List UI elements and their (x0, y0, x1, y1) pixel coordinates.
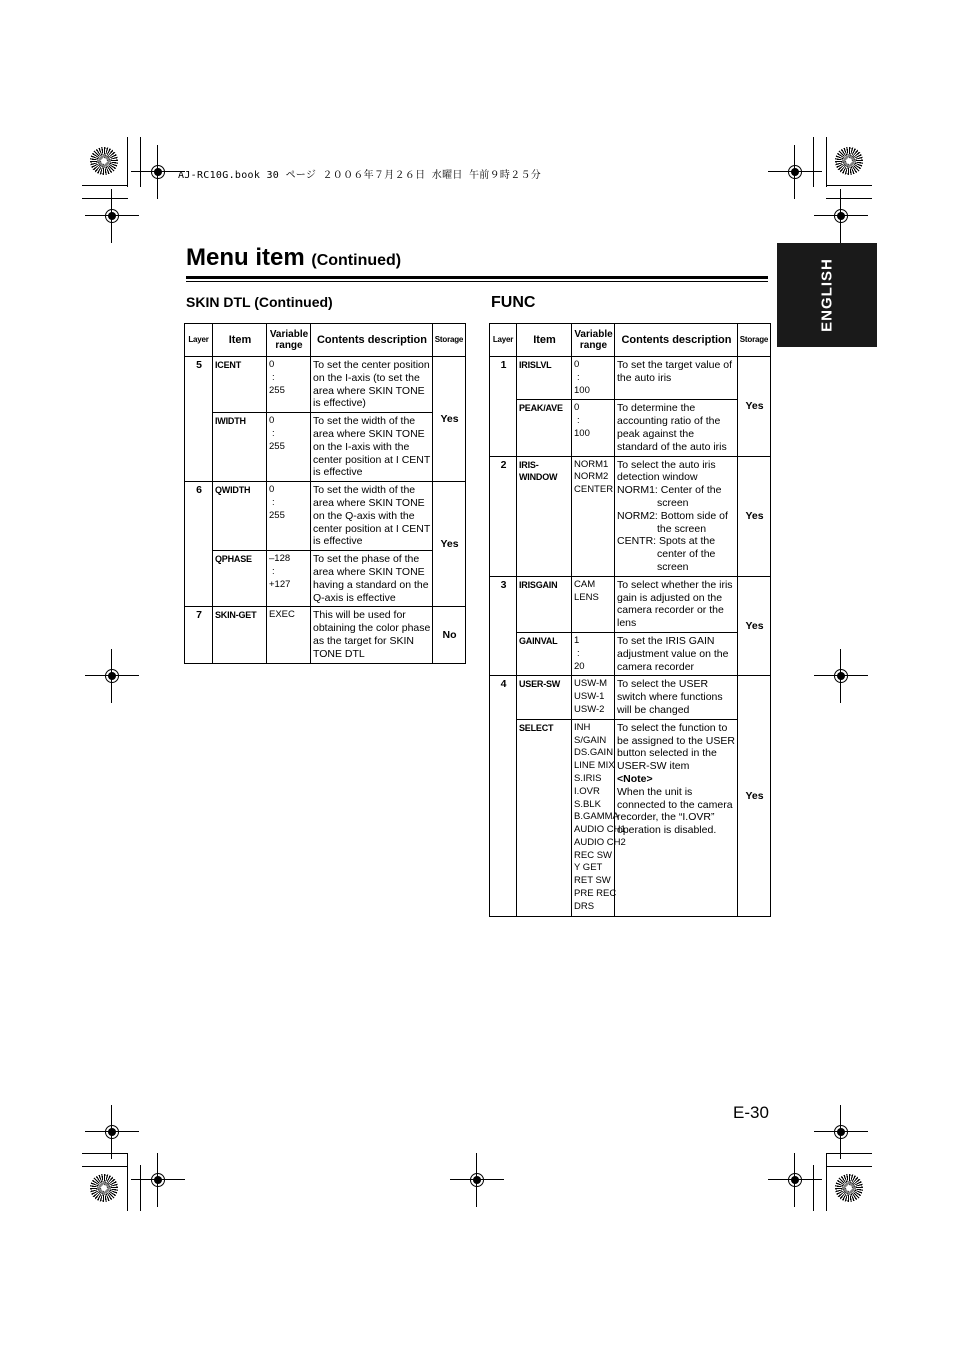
description-line: CENTR: Spots at the center of the screen (617, 535, 716, 573)
range-value: LINE MIX (574, 760, 615, 772)
description-line: To select the auto iris detection window (617, 458, 716, 484)
layer-cell: 6 (185, 482, 213, 607)
item-cell: QWIDTH (213, 482, 267, 551)
range-value: 255 (269, 384, 285, 396)
contents-cell (615, 676, 738, 719)
contents-cell (615, 400, 738, 456)
table-row (185, 607, 466, 663)
storage-cell: Yes (433, 482, 466, 607)
storage-cell: Yes (433, 357, 466, 482)
range-value: 0 (574, 359, 580, 370)
skin-dtl-table (184, 323, 466, 664)
item-cell: IRISGAIN (517, 576, 572, 632)
range-value: AUDIO CH1 (574, 824, 626, 836)
description-line: To set the phase of the area where SKIN TONE having a standard on the Q-axis is effective (313, 553, 429, 604)
range-value: DS.GAIN (574, 747, 614, 759)
range-cell (267, 607, 311, 663)
description-line: To select the function to be assigned to the USER button selected in the USER-SW item (617, 721, 735, 773)
range-cell (267, 357, 311, 413)
description-line: To set the IRIS GAIN adjustment value on the camera recorder (617, 634, 729, 673)
description-line: NORM2: Bottom side of the screen (617, 509, 728, 535)
layer-cell: 7 (185, 607, 213, 663)
range-value: EXEC (269, 609, 295, 621)
range-cell (572, 676, 615, 719)
range-cell (267, 413, 311, 482)
func-heading: FUNC (491, 294, 536, 311)
contents-cell (615, 576, 738, 632)
contents-cell (615, 719, 738, 916)
layer-cell: 2 (490, 456, 517, 576)
page-title-main: Menu item (186, 244, 305, 271)
skin-dtl-heading: SKIN DTL (Continued) (186, 294, 333, 310)
range-value: CAM (574, 578, 596, 590)
range-value: 255 (269, 509, 285, 521)
range-value: S.IRIS (574, 772, 602, 784)
range-value: : (272, 565, 275, 577)
item-cell: IRISLVL (517, 357, 572, 400)
page-title-suffix: (Continued) (311, 252, 402, 269)
print-header-slug: AJ-RC10G.book 30 ページ ２００６年７月２６日 水曜日 午前９時２５分 (178, 170, 542, 181)
range-value: : (272, 371, 275, 383)
table-row (185, 413, 466, 482)
col-header-range: Variable range (572, 324, 615, 357)
func-table (489, 323, 771, 917)
registration-crosshair-mark (784, 161, 806, 183)
col-header-layer: Layer (490, 324, 517, 357)
item-cell: QPHASE (213, 551, 267, 607)
contents-cell (311, 482, 433, 551)
range-cell (572, 400, 615, 456)
range-value: 100 (574, 384, 590, 396)
col-header-range: Variable range (267, 324, 311, 357)
range-value: NORM1 (574, 458, 609, 470)
description-line: To set the target value of the auto iris (617, 359, 732, 384)
language-tab (777, 243, 877, 347)
range-value: 1 (574, 634, 580, 646)
description-line: To set the center position on the I-axis (to set the area where SKIN TONE is effective) (313, 359, 430, 410)
range-value: –128 (269, 553, 291, 565)
range-value: RET SW (574, 875, 611, 887)
col-header-item: Item (213, 324, 267, 357)
registration-star-mark (835, 1174, 863, 1202)
item-cell: ICENT (213, 357, 267, 413)
registration-crosshair-mark (101, 1121, 123, 1143)
range-value: 0 (574, 402, 580, 414)
range-value: 20 (574, 660, 585, 672)
contents-cell (615, 632, 738, 675)
storage-cell: No (433, 607, 466, 663)
registration-crosshair-mark (830, 665, 852, 687)
item-cell: SELECT (517, 719, 572, 916)
table-row (490, 719, 771, 916)
range-value: : (577, 415, 580, 427)
table-row (490, 456, 771, 576)
description-line: When the unit is connected to the camera recorder, the “I.OVR” operation is disabled. (617, 785, 733, 837)
range-cell (267, 482, 311, 551)
table-row (490, 357, 771, 400)
range-value: 100 (574, 427, 590, 439)
range-value: S.BLK (574, 798, 601, 810)
range-value: : (577, 371, 580, 383)
description-line: To set the width of the area where SKIN TONE on the I-axis with the center position at I CENT is effective (313, 415, 431, 479)
col-header-item: Item (517, 324, 572, 357)
item-cell: IRIS-WINDOW (517, 456, 572, 576)
contents-cell (311, 357, 433, 413)
range-cell (572, 456, 615, 576)
col-header-layer: Layer (185, 324, 213, 357)
storage-cell: Yes (738, 456, 771, 576)
range-value: 255 (269, 440, 285, 452)
registration-crosshair-mark (101, 665, 123, 687)
range-value: 0 (269, 415, 275, 427)
description-line: This will be used for obtaining the color phase as the target for SKIN TONE DTL (313, 609, 431, 660)
title-rule-thin (186, 281, 768, 282)
layer-cell: 3 (490, 576, 517, 676)
registration-crosshair-mark (101, 205, 123, 227)
table-row (185, 482, 466, 551)
range-value: I.OVR (574, 785, 600, 797)
range-value: USW-1 (574, 691, 605, 703)
table-row (185, 551, 466, 607)
range-value: +127 (269, 578, 291, 590)
item-cell: IWIDTH (213, 413, 267, 482)
page-number: E-30 (733, 1103, 769, 1122)
registration-star-mark (835, 147, 863, 175)
description-line: To determine the accounting ratio of the peak against the standard of the auto iris (617, 402, 727, 453)
range-value: 0 (269, 359, 275, 370)
item-cell: USER-SW (517, 676, 572, 719)
range-value: Y GET (574, 862, 603, 874)
range-value: USW-M (574, 678, 608, 690)
range-value: PRE REC (574, 888, 617, 900)
page-title (186, 244, 401, 272)
range-value: : (272, 427, 275, 439)
contents-cell (615, 456, 738, 576)
range-cell (572, 357, 615, 400)
storage-cell: Yes (738, 576, 771, 676)
table-row (490, 676, 771, 719)
registration-crosshair-mark (147, 1169, 169, 1191)
table-row (490, 576, 771, 632)
range-value: S/GAIN (574, 734, 607, 746)
contents-cell (311, 413, 433, 482)
range-cell (572, 719, 626, 916)
description-line: <Note> (617, 772, 653, 785)
registration-crosshair-mark (784, 1169, 806, 1191)
storage-cell: Yes (738, 357, 771, 457)
description-line: NORM1: Center of the screen (617, 484, 722, 509)
title-rule-thick (186, 276, 768, 279)
range-value: : (577, 647, 580, 659)
layer-cell: 4 (490, 676, 517, 916)
registration-star-mark (90, 147, 118, 175)
layer-cell: 1 (490, 357, 517, 457)
storage-cell: Yes (738, 676, 771, 916)
range-value: INH (574, 721, 591, 733)
registration-crosshair-mark (147, 161, 169, 183)
contents-cell (615, 357, 738, 400)
table-row (490, 632, 771, 675)
registration-crosshair-mark (466, 1169, 488, 1191)
range-cell (267, 551, 311, 607)
range-value: NORM2 (574, 471, 609, 483)
item-cell: SKIN-GET (213, 607, 267, 663)
table-row (185, 357, 466, 413)
layer-cell: 5 (185, 357, 213, 482)
description-line: To select whether the iris gain is adjusted on the camera recorder or the lens (617, 578, 733, 630)
item-cell: GAINVAL (517, 632, 572, 675)
range-value: REC SW (574, 849, 612, 861)
range-value: B.GAMMA (574, 811, 619, 823)
item-cell: PEAK/AVE (517, 400, 572, 456)
contents-cell (311, 607, 433, 663)
range-value: USW-2 (574, 703, 605, 715)
range-cell (572, 576, 615, 632)
range-value: CENTER (574, 484, 614, 496)
description-line: To select the USER switch where functions will be changed (617, 678, 723, 716)
col-header-contents: Contents description (615, 324, 738, 357)
registration-crosshair-mark (830, 205, 852, 227)
range-value: LENS (574, 591, 599, 603)
registration-star-mark (90, 1174, 118, 1202)
description-line: To set the width of the area where SKIN TONE on the Q-axis with the center position at I CENT is effective (313, 484, 431, 548)
language-tab-label: ENGLISH (818, 258, 836, 332)
range-value: : (272, 496, 275, 508)
registration-crosshair-mark (830, 1121, 852, 1143)
table-row (490, 400, 771, 456)
range-value: 0 (269, 484, 275, 496)
contents-cell (311, 551, 433, 607)
col-header-contents: Contents description (311, 324, 433, 357)
range-value: AUDIO CH2 (574, 836, 626, 848)
col-header-storage: Storage (738, 324, 771, 357)
range-value: DRS (574, 900, 595, 912)
range-cell (572, 632, 615, 675)
col-header-storage: Storage (433, 324, 466, 357)
